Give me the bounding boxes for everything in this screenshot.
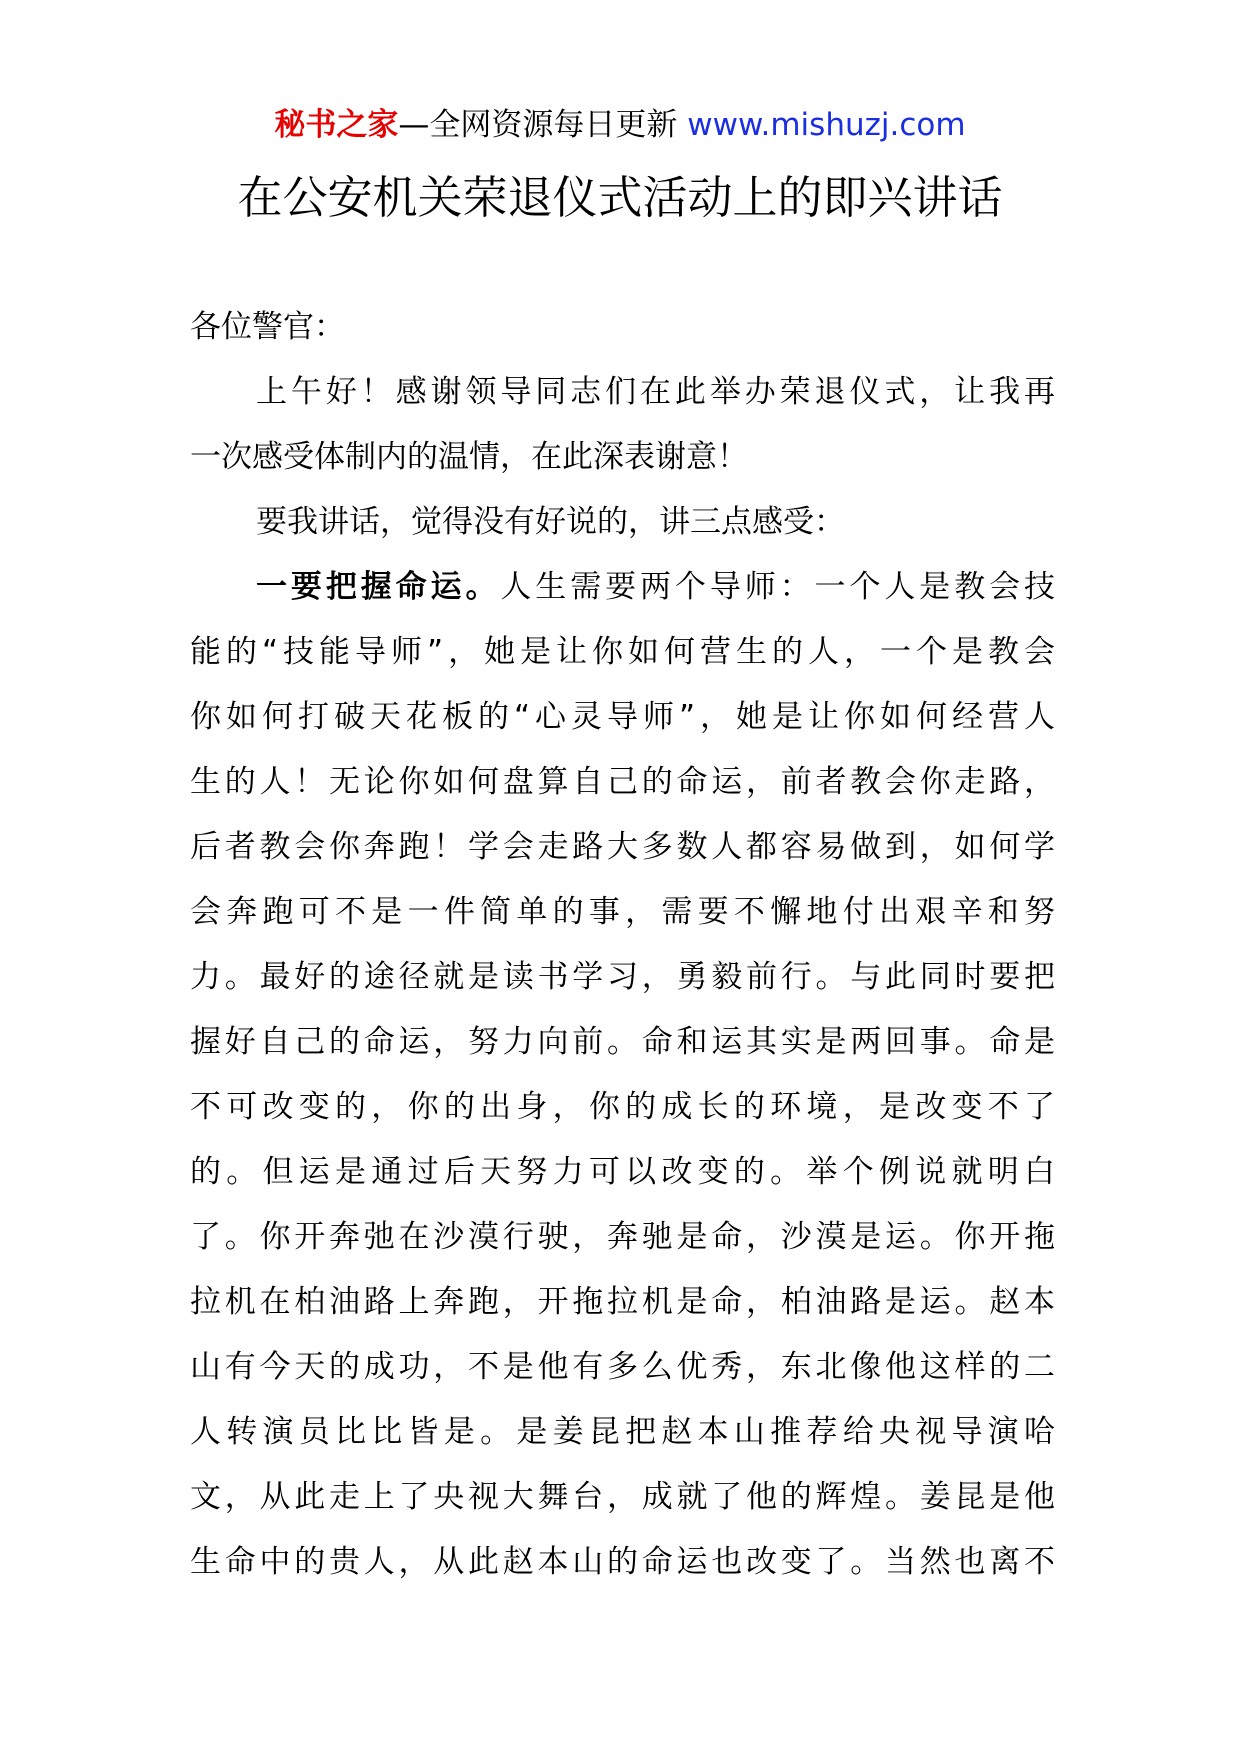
text-line: 要我讲话，觉得没有好说的，讲三点感受： — [256, 504, 845, 540]
header-slogan: —全网资源每日更新 — [398, 107, 688, 143]
text-line: 上午好！感谢领导同志们在此举办荣退仪式，让我再 — [256, 374, 1055, 410]
text-line: 你如何打破天花板的“心灵导师”，她是让你如何经营人 — [190, 699, 1055, 735]
site-header — [0, 100, 1240, 150]
document-title: 在公安机关荣退仪式活动上的即兴讲话 — [237, 171, 1003, 224]
document-body — [190, 295, 1055, 1595]
text-line: 力。最好的途径就是读书学习，勇毅前行。与此同时要把 — [190, 959, 1055, 995]
text-line: 了。你开奔弛在沙漠行驶，奔驰是命，沙漠是运。你开拖 — [190, 1219, 1055, 1255]
point-text: 人生需要两个导师：一个人是教会技 — [500, 569, 1056, 605]
text-line: 握好自己的命运，努力向前。命和运其实是两回事。命是 — [190, 1024, 1055, 1060]
text-line: 的。但运是通过后天努力可以改变的。举个例说就明白 — [190, 1154, 1055, 1190]
site-url[interactable]: www.mishuzj.com — [687, 107, 966, 143]
point-heading: 一要把握命运。 — [256, 569, 501, 605]
text-line: 一次感受体制内的温情，在此深表谢意！ — [190, 439, 748, 475]
brand-name: 秘书之家 — [274, 107, 399, 143]
text-line: 不可改变的，你的出身，你的成长的环境，是改变不了 — [190, 1089, 1055, 1125]
paragraph-greeting — [190, 360, 1055, 490]
text-line: 生命中的贵人，从此赵本山的命运也改变了。当然也离不 — [190, 1544, 1055, 1580]
text-line: 文，从此走上了央视大舞台，成就了他的辉煌。姜昆是他 — [190, 1479, 1055, 1515]
text-line: 后者教会你奔跑！学会走路大多数人都容易做到，如何学 — [190, 829, 1055, 865]
text-line: 会奔跑可不是一件简单的事，需要不懈地付出艰辛和努 — [190, 894, 1055, 930]
text-line: 能的“技能导师”，她是让你如何营生的人，一个是教会 — [190, 634, 1055, 670]
text-line: 山有今天的成功，不是他有多么优秀，东北像他这样的二 — [190, 1349, 1055, 1385]
salutation: 各位警官： — [190, 309, 345, 345]
paragraph-point-one — [190, 555, 1055, 1595]
text-line: 生的人！无论你如何盘算自己的命运，前者教会你走路， — [190, 764, 1055, 800]
text-line — [190, 555, 1055, 620]
paragraph-intro — [190, 490, 1055, 555]
text-line: 人转演员比比皆是。是姜昆把赵本山推荐给央视导演哈 — [190, 1414, 1055, 1450]
text-line: 拉机在柏油路上奔跑，开拖拉机是命，柏油路是运。赵本 — [190, 1284, 1055, 1320]
